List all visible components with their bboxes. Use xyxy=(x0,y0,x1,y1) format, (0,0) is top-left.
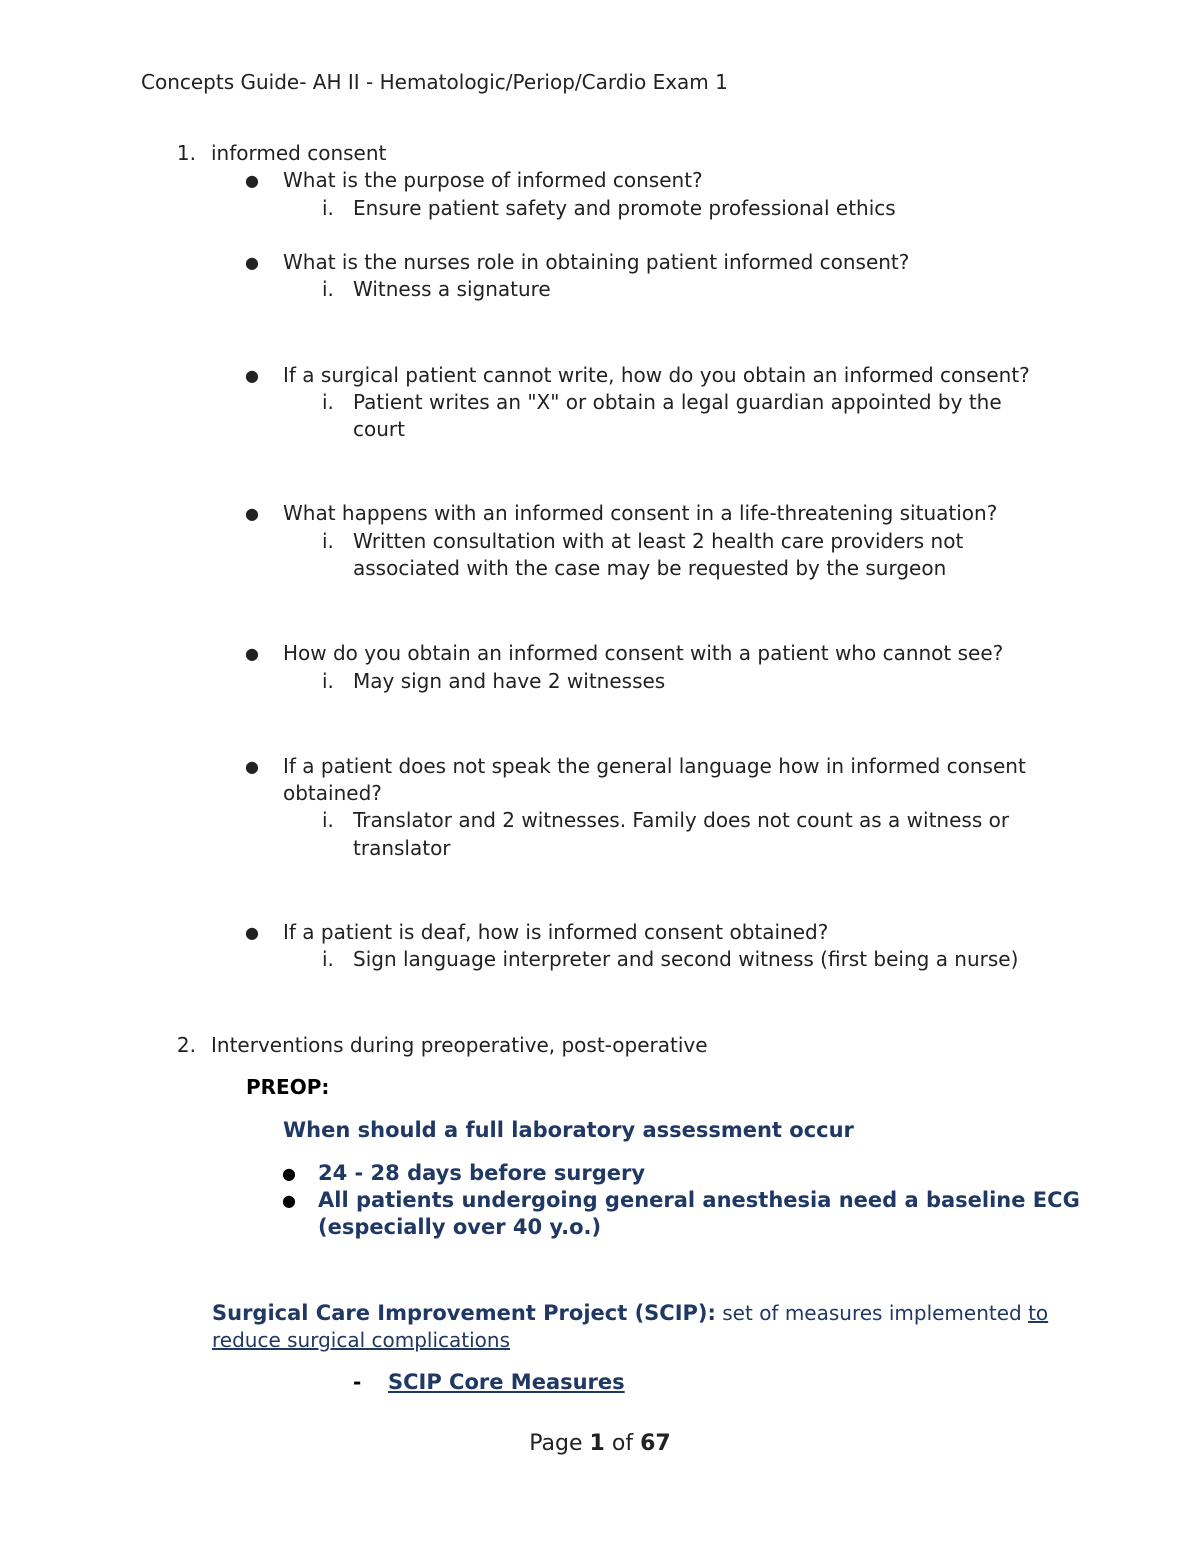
lab-bullet-text: 24 - 28 days before surgery xyxy=(318,1161,646,1185)
bullet-icon: ● xyxy=(245,644,259,663)
answer-text: Sign language interpreter and second witness (first being a nurse) xyxy=(353,947,1019,971)
dash-marker: - xyxy=(353,1370,362,1394)
question-text: If a patient does not speak the general language how in informed consent xyxy=(283,754,1026,778)
answer-marker: i. xyxy=(322,277,334,301)
answer-text: May sign and have 2 witnesses xyxy=(353,669,666,693)
lab-bullet-text-cont: (especially over 40 y.o.) xyxy=(318,1215,602,1239)
question-text: If a patient is deaf, how is informed consent obtained? xyxy=(283,920,829,944)
scip-text: set of measures implemented xyxy=(722,1301,1022,1325)
scip-core-measures-link[interactable]: SCIP Core Measures xyxy=(388,1370,625,1394)
lab-bullet-text: All patients undergoing general anesthesia need a baseline ECG xyxy=(318,1188,1080,1212)
page-header-title: Concepts Guide- AH II - Hematologic/Periop/Cardio Exam 1 xyxy=(141,70,728,94)
scip-link-cont[interactable]: reduce surgical complications xyxy=(212,1328,511,1352)
page-footer xyxy=(0,1430,1200,1457)
lab-assessment-heading: When should a full laboratory assessment occur xyxy=(283,1118,854,1142)
page-number: 1 xyxy=(589,1431,605,1456)
bullet-icon: ● xyxy=(245,504,259,523)
item-2-title: Interventions during preoperative, post-operative xyxy=(211,1033,708,1057)
bullet-icon: ● xyxy=(245,171,259,190)
bullet-icon: ● xyxy=(245,757,259,776)
answer-marker: i. xyxy=(322,196,334,220)
preop-label: PREOP: xyxy=(246,1075,330,1099)
bullet-icon: ● xyxy=(245,923,259,942)
of-word: of xyxy=(611,1431,634,1456)
answer-text: Translator and 2 witnesses. Family does not count as a witness or xyxy=(353,808,1010,832)
page-total: 67 xyxy=(640,1431,671,1456)
answer-text-cont: court xyxy=(353,417,405,441)
bullet-icon: ● xyxy=(245,366,259,385)
question-text: What happens with an informed consent in a life-threatening situation? xyxy=(283,501,998,525)
answer-text: Ensure patient safety and promote professional ethics xyxy=(353,196,896,220)
page-word: Page xyxy=(529,1431,583,1456)
bullet-icon: ● xyxy=(245,253,259,272)
answer-marker: i. xyxy=(322,390,334,414)
scip-paragraph xyxy=(212,1300,1048,1327)
question-text-cont: obtained? xyxy=(283,781,382,805)
question-text: What is the nurses role in obtaining patient informed consent? xyxy=(283,250,910,274)
answer-marker: i. xyxy=(322,529,334,553)
list-number-2: 2. xyxy=(176,1033,196,1057)
scip-link[interactable]: to xyxy=(1028,1301,1049,1325)
answer-text-cont: associated with the case may be requested by the surgeon xyxy=(353,556,947,580)
answer-text: Witness a signature xyxy=(353,277,551,301)
item-1-title: informed consent xyxy=(211,141,387,165)
answer-text: Written consultation with at least 2 health care providers not xyxy=(353,529,964,553)
answer-text: Patient writes an "X" or obtain a legal guardian appointed by the xyxy=(353,390,1002,414)
question-text: If a surgical patient cannot write, how do you obtain an informed consent? xyxy=(283,363,1030,387)
question-text: How do you obtain an informed consent with a patient who cannot see? xyxy=(283,641,1004,665)
answer-text-cont: translator xyxy=(353,836,451,860)
question-text: What is the purpose of informed consent? xyxy=(283,168,703,192)
bullet-icon: ● xyxy=(282,1164,296,1183)
answer-marker: i. xyxy=(322,947,334,971)
scip-term: Surgical Care Improvement Project (SCIP): xyxy=(212,1301,716,1325)
list-number-1: 1. xyxy=(176,141,196,165)
answer-marker: i. xyxy=(322,808,334,832)
answer-marker: i. xyxy=(322,669,334,693)
bullet-icon: ● xyxy=(282,1191,296,1210)
